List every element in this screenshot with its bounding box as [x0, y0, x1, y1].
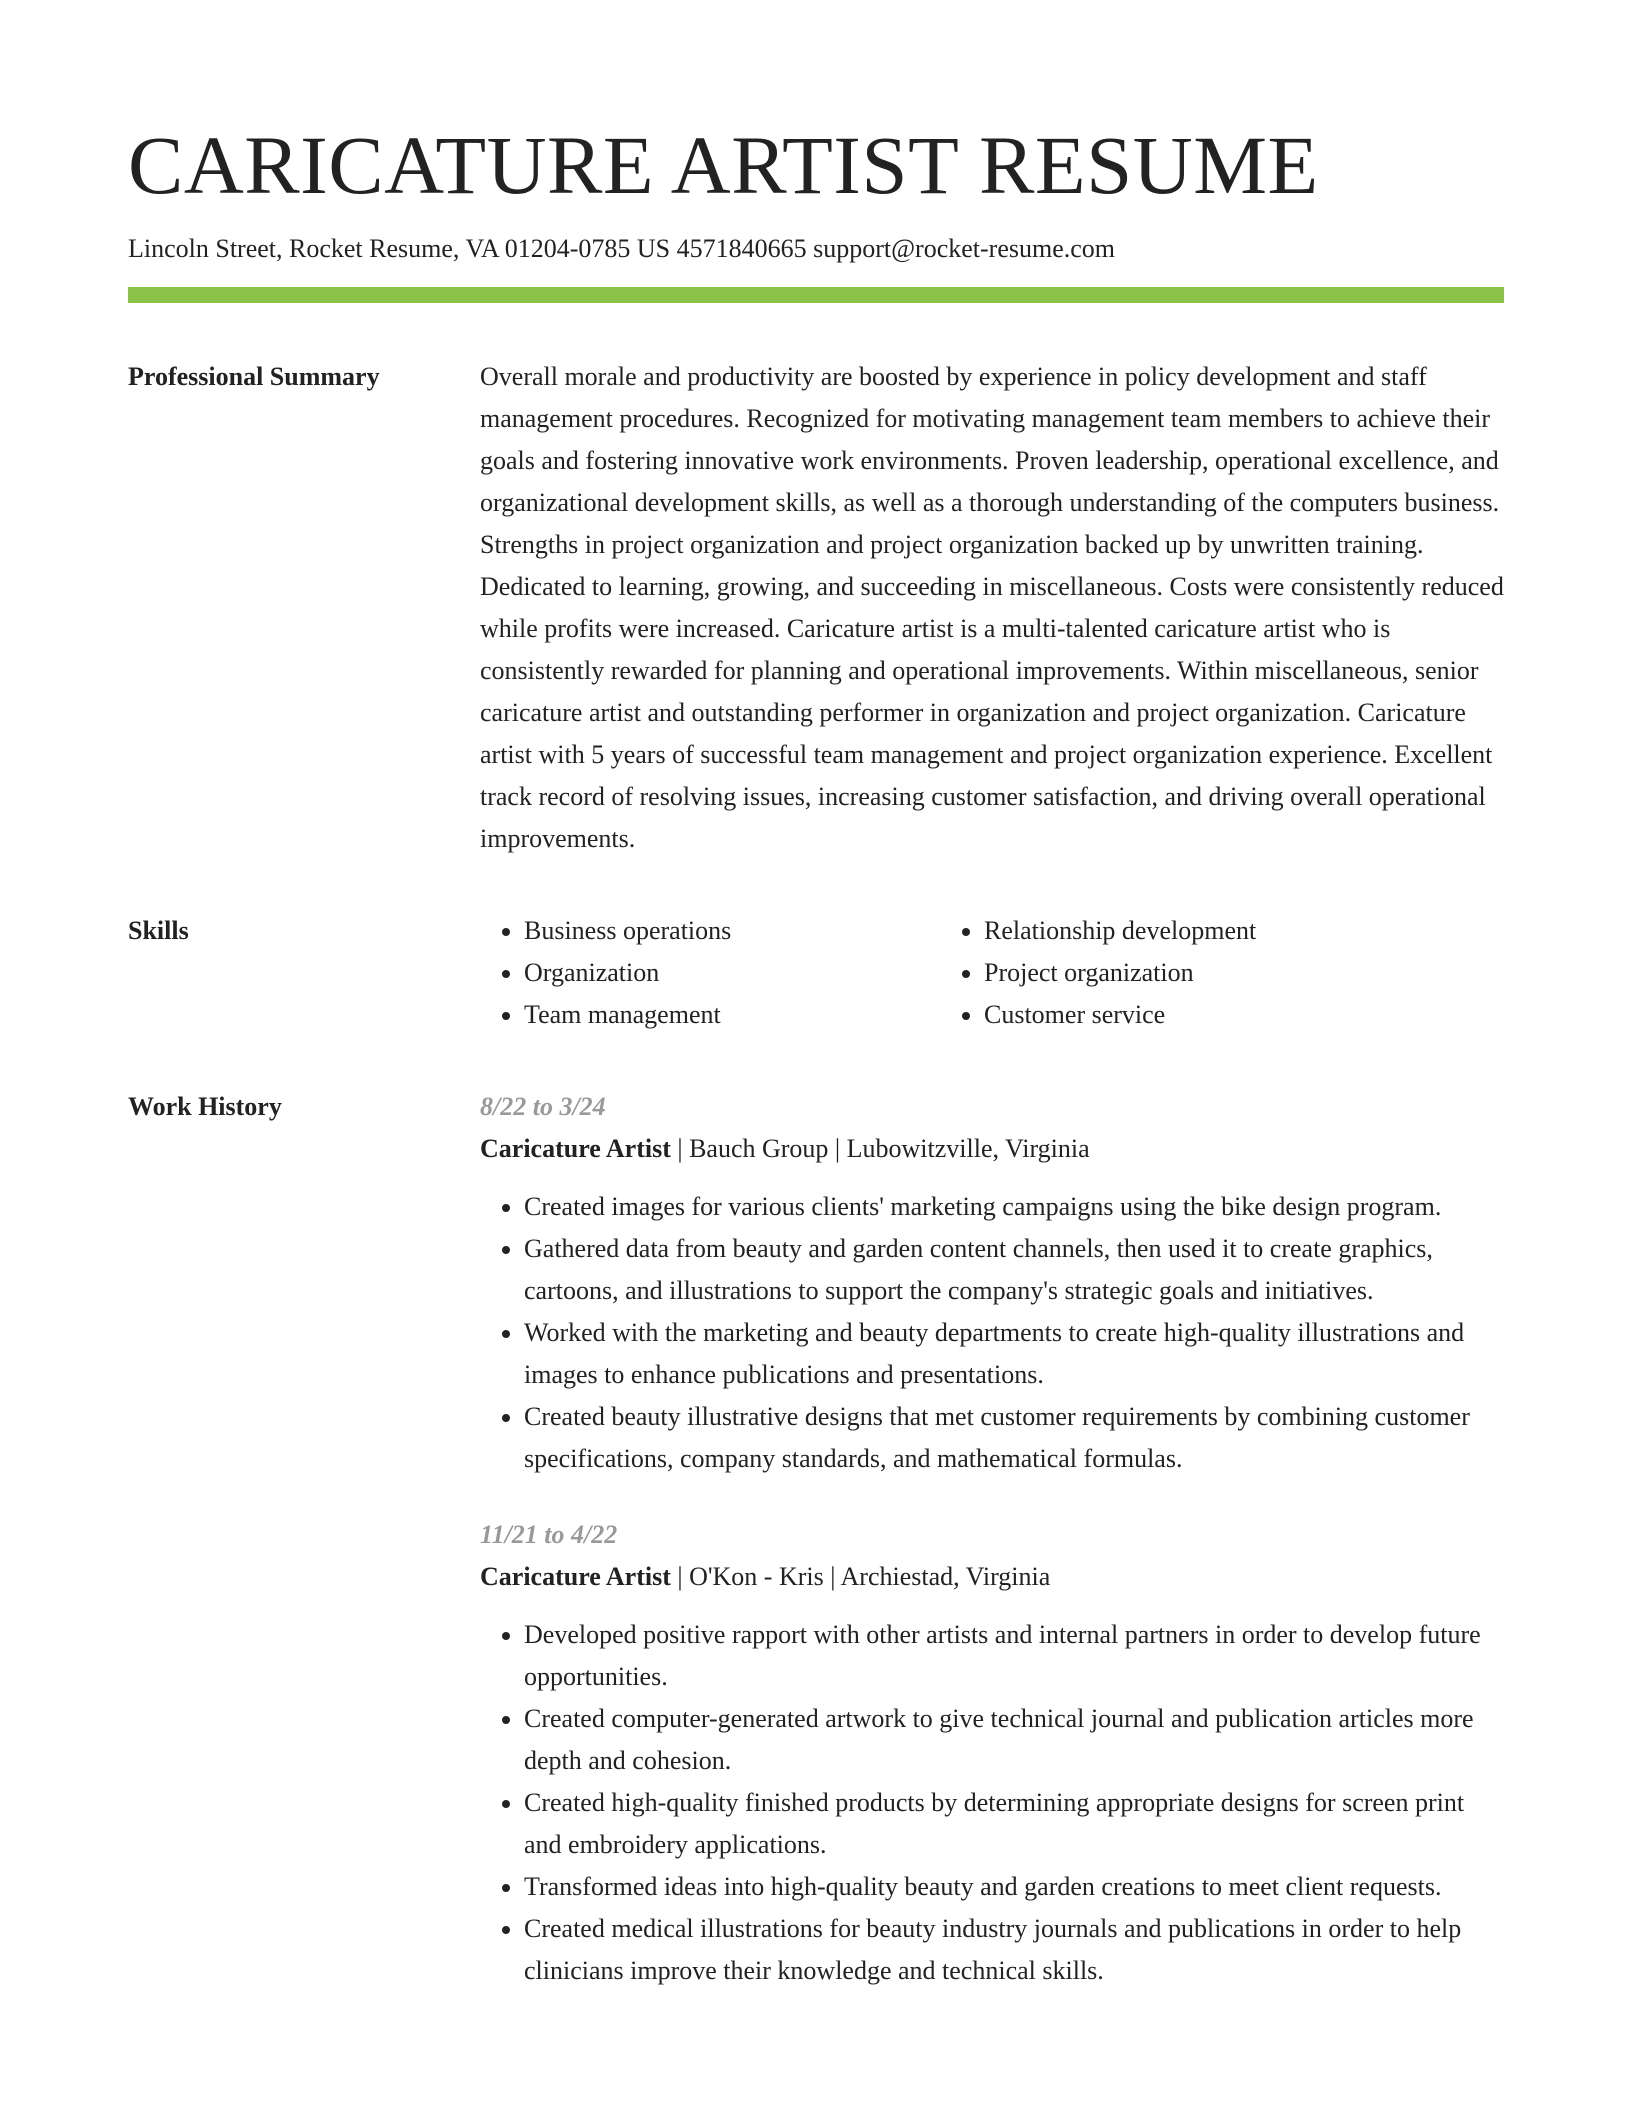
job-bullets: [480, 1186, 1504, 1480]
contact-line: Lincoln Street, Rocket Resume, VA 01204-0785 US 4571840665 support@rocket-resume.com: [128, 234, 1116, 263]
summary-text: Overall morale and productivity are boosted by experience in policy development and staff management procedures. Recognized for motivating management team members to achieve their goals and fostering innovative work environments. Proven leadership, operational excellence, and organizational development skills, as well as a thorough understanding of the computers business. Strengths in project organization and project organization backed up by unwritten training. Dedicated to learning, growing, and succeeding in miscellaneous. Costs were consistently reduced while profits were increased. Caricature artist is a multi-talented caricature artist who is consistently rewarded for planning and operational improvements. Within miscellaneous, senior caricature artist and outstanding performer in organization and project organization. Caricature artist with 5 years of successful team management and project organization experience. Excellent track record of resolving issues, increasing customer satisfaction, and driving overall operational improvements.: [480, 362, 1504, 853]
section-body: [480, 356, 1504, 860]
skills-column-left: [480, 910, 940, 1036]
job-bullet: • Created computer-generated artwork to give technical journal and publication articles more depth and cohesion.: [524, 1698, 1504, 1782]
section-body: [480, 1086, 1504, 1992]
job-bullets: [480, 1614, 1504, 1992]
skill-item: • Relationship development: [984, 910, 1256, 952]
job-heading: [480, 1556, 1504, 1598]
section-title: Skills: [128, 916, 189, 945]
job-bullet: • Transformed ideas into high-quality beauty and garden creations to meet client requests.: [524, 1866, 1504, 1908]
professional-summary-section: [128, 356, 1504, 860]
header-accent-rule: [128, 287, 1504, 303]
job-bullet: • Gathered data from beauty and garden content channels, then used it to create graphics, cartoons, and illustrations to support the company's strategic goals and initiatives.: [524, 1228, 1504, 1312]
section-title: Professional Summary: [128, 362, 380, 391]
job-title: Caricature Artist: [480, 1562, 671, 1591]
job-details: | O'Kon - Kris | Archiestad, Virginia: [670, 1562, 1051, 1591]
job-details: | Bauch Group | Lubowitzville, Virginia: [670, 1134, 1090, 1163]
section-title: Work History: [128, 1092, 282, 1121]
skill-item: • Project organization: [984, 952, 1256, 994]
job-bullet: • Developed positive rapport with other artists and internal partners in order to develop future opportunities.: [524, 1614, 1504, 1698]
job-bullet: • Created images for various clients' marketing campaigns using the bike design program.: [524, 1186, 1504, 1228]
skill-item: • Organization: [524, 952, 940, 994]
job-dates: 11/21 to 4/22: [480, 1520, 618, 1549]
job-bullet: • Created medical illustrations for beauty industry journals and publications in order to help clinicians improve their knowledge and technical skills.: [524, 1908, 1504, 1992]
skill-item: • Customer service: [984, 994, 1256, 1036]
job-bullet: • Created high-quality finished products by determining appropriate designs for screen print and embroidery applications.: [524, 1782, 1504, 1866]
job-bullet: • Worked with the marketing and beauty departments to create high-quality illustrations and images to enhance publications and presentations.: [524, 1312, 1504, 1396]
skills-section: [128, 910, 1504, 1036]
skills-column-right: [940, 910, 1256, 1036]
job-heading: [480, 1128, 1504, 1170]
job-bullet: • Created beauty illustrative designs that met customer requirements by combining customer specifications, company standards, and mathematical formulas.: [524, 1396, 1504, 1480]
job-entry: [480, 1514, 1504, 1992]
job-dates: 8/22 to 3/24: [480, 1092, 606, 1121]
section-body: [480, 910, 1504, 1036]
skill-item: • Business operations: [524, 910, 940, 952]
job-title: Caricature Artist: [480, 1134, 671, 1163]
work-history-section: [128, 1086, 1504, 1992]
skills-grid: [480, 910, 1504, 1036]
skill-item: • Team management: [524, 994, 940, 1036]
resume-title: CARICATURE ARTIST RESUME: [128, 119, 1319, 211]
job-entry: [480, 1086, 1504, 1480]
